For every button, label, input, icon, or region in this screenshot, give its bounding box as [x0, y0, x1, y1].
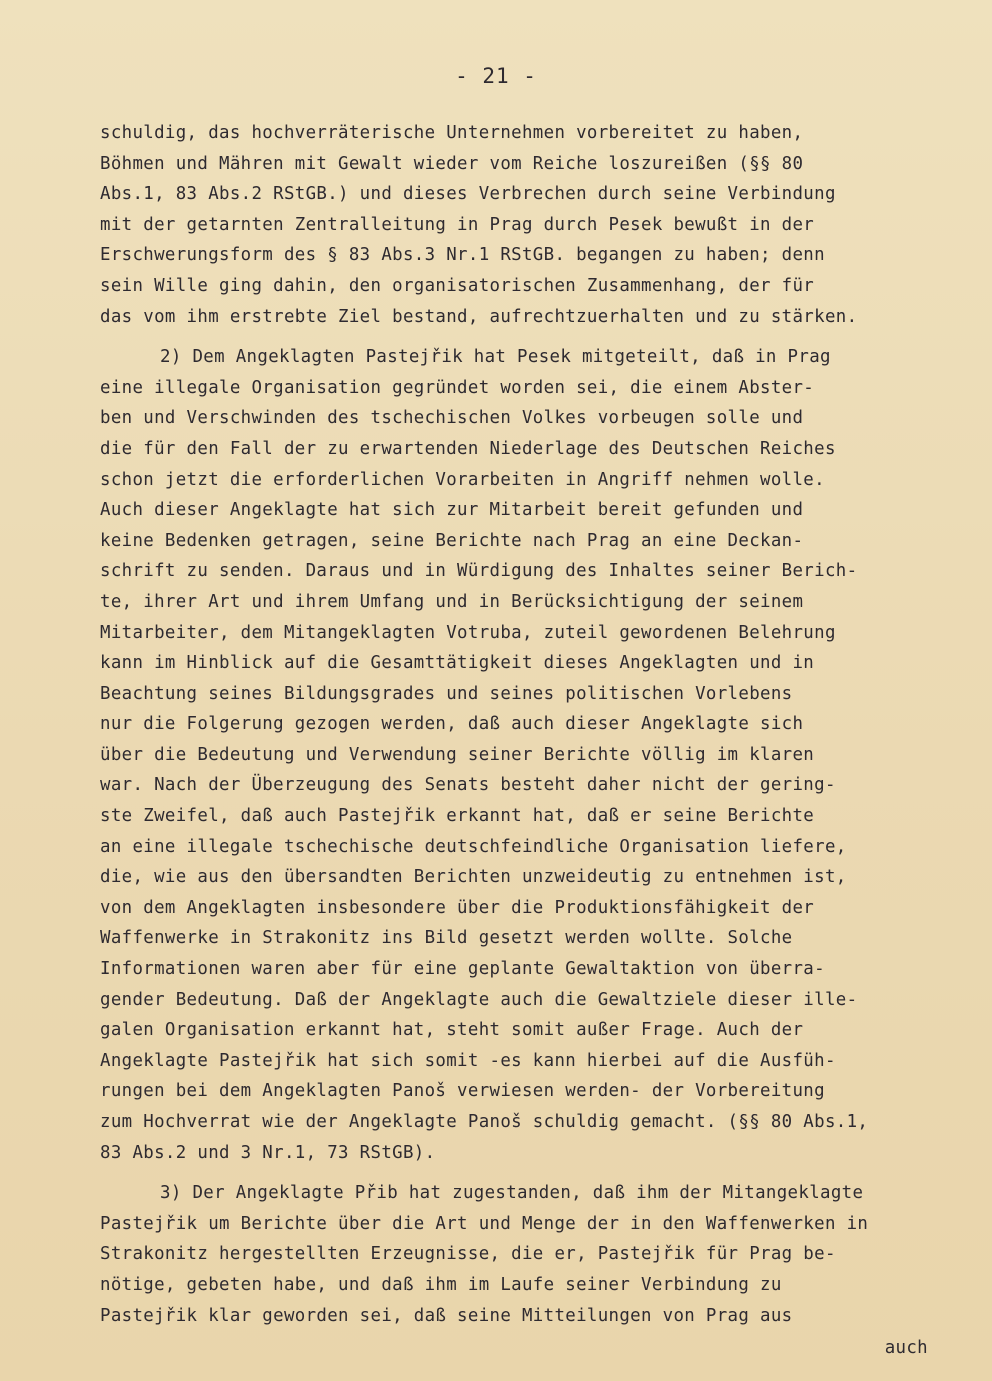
- text-line: Strakonitz hergestellten Erzeugnisse, die er, Pastejřik für Prag be-: [100, 1244, 836, 1265]
- text-line: schon jetzt die erforderlichen Vorarbeiten in Angriff nehmen wolle.: [100, 469, 825, 490]
- text-line: Informationen waren aber für eine geplante Gewaltaktion von überra-: [100, 959, 825, 980]
- text-line: 83 Abs.2 und 3 Nr.1, 73 RStGB).: [100, 1142, 436, 1163]
- text-line: von dem Angeklagten insbesondere über die Produktionsfähigkeit der: [100, 897, 815, 918]
- text-line: sein Wille ging dahin, den organisatorischen Zusammenhang, der für: [100, 275, 815, 296]
- text-line: galen Organisation erkannt hat, steht somit außer Frage. Auch der: [100, 1020, 804, 1041]
- text-line: kann im Hinblick auf die Gesamttätigkeit dieses Angeklagten und in: [100, 653, 815, 674]
- text-line: eine illegale Organisation gegründet worden sei, die einem Abster-: [100, 377, 815, 398]
- text-line: über die Bedeutung und Verwendung seiner Berichte völlig im klaren: [100, 744, 815, 765]
- text-line: rungen bei dem Angeklagten Panoš verwiesen werden- der Vorbereitung: [100, 1081, 825, 1102]
- text-line: mit der getarnten Zentralleitung in Prag durch Pesek bewußt in der: [100, 214, 815, 235]
- text-line: an eine illegale tschechische deutschfeindliche Organisation liefere,: [100, 836, 847, 857]
- text-line: schuldig, das hochverräterische Unternehmen vorbereitet zu haben,: [100, 123, 804, 143]
- text-line: Pastejřik klar geworden sei, daß seine Mitteilungen von Prag aus: [100, 1305, 793, 1326]
- text-line: nötige, gebeten habe, und daß ihm im Laufe seiner Verbindung zu: [100, 1274, 782, 1295]
- text-line: te, ihrer Art und ihrem Umfang und in Berücksichtigung der seinem: [100, 591, 804, 612]
- text-line: Erschwerungsform des § 83 Abs.3 Nr.1 RStGB. begangen zu haben; denn: [100, 245, 825, 266]
- text-line: Böhmen und Mähren mit Gewalt wieder vom Reiche loszureißen (§§ 80: [100, 153, 804, 174]
- text-line: Abs.1, 83 Abs.2 RStGB.) und dieses Verbrechen durch seine Verbindung: [100, 184, 836, 205]
- text-line: die für den Fall der zu erwartenden Niederlage des Deutschen Reiches: [100, 438, 836, 459]
- text-line: Mitarbeiter, dem Mitangeklagten Votruba, zuteil gewordenen Belehrung: [100, 622, 836, 643]
- text-line: Angeklagte Pastejřik hat sich somit -es kann hierbei auf die Ausfüh-: [100, 1050, 836, 1071]
- page-number: - 21 -: [455, 64, 537, 88]
- text-line: ste Zweifel, daß auch Pastejřik erkannt hat, daß er seine Berichte: [100, 806, 815, 827]
- text-line: gender Bedeutung. Daß der Angeklagte auch die Gewaltziele dieser ille-: [100, 989, 858, 1010]
- text-line: nur die Folgerung gezogen werden, daß auch dieser Angeklagte sich: [100, 714, 804, 735]
- text-line: ben und Verschwinden des tschechischen Volkes vorbeugen solle und: [100, 408, 804, 429]
- text-line: war. Nach der Überzeugung des Senats besteht daher nicht der gering-: [100, 775, 836, 796]
- text-line: das vom ihm erstrebte Ziel bestand, aufrechtzuerhalten und zu stärken.: [100, 306, 858, 327]
- text-line: zum Hochverrat wie der Angeklagte Panoš schuldig gemacht. (§§ 80 Abs.1,: [100, 1112, 869, 1132]
- catchword: auch: [884, 1338, 928, 1359]
- paragraph-start: 2) Dem Angeklagten Pastejřik hat Pesek mitgeteilt, daß in Prag: [160, 347, 831, 368]
- text-line: Auch dieser Angeklagte hat sich zur Mitarbeit bereit gefunden und: [100, 500, 804, 521]
- body-text: [100, 118, 980, 1364]
- text-line: Pastejřik um Berichte über die Art und Menge der in den Waffenwerken in: [100, 1213, 869, 1234]
- text-line: keine Bedenken getragen, seine Berichte nach Prag an eine Deckan-: [100, 530, 804, 551]
- text-line: Beachtung seines Bildungsgrades und seines politischen Vorlebens: [100, 683, 793, 704]
- text-line: Waffenwerke in Strakonitz ins Bild gesetzt werden wollte. Solche: [100, 928, 793, 949]
- paragraph-start: 3) Der Angeklagte Přib hat zugestanden, daß ihm der Mitangeklagte: [160, 1183, 864, 1204]
- text-line: die, wie aus den übersandten Berichten unzweideutig zu entnehmen ist,: [100, 867, 847, 888]
- text-line: schrift zu senden. Daraus und in Würdigung des Inhaltes seiner Berich-: [100, 561, 858, 582]
